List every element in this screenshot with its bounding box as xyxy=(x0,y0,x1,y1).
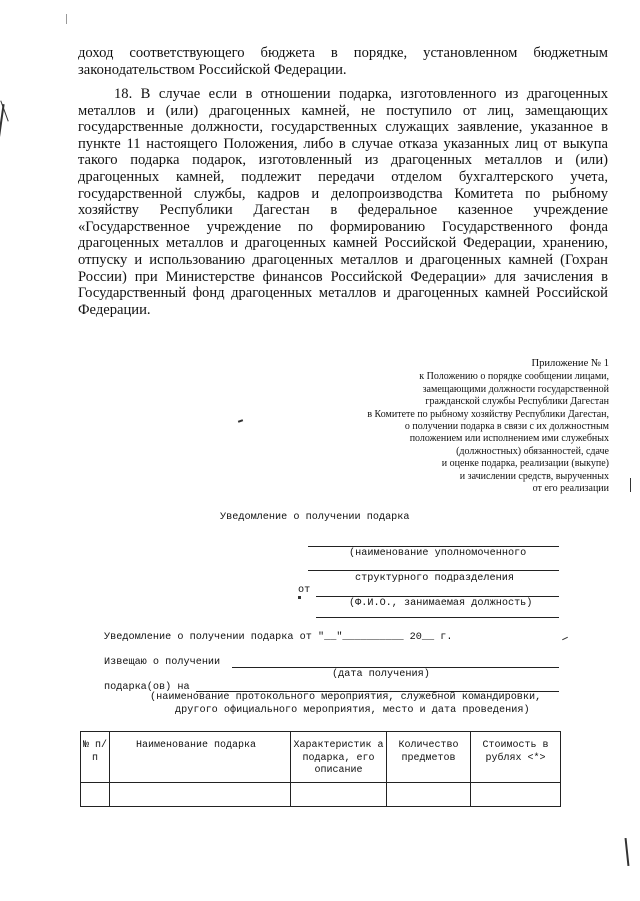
addressee-hint-1: (наименование уполномоченного xyxy=(349,548,527,559)
scan-mark xyxy=(238,419,243,423)
scan-mark xyxy=(298,596,301,599)
inform-label: Извещаю о получении xyxy=(104,657,221,668)
from-line[interactable] xyxy=(316,596,559,597)
header-gift-name: Наименование подарка xyxy=(110,732,291,783)
event-hint-1: (наименование протокольного мероприятия, служебной командировки, xyxy=(150,692,542,703)
table-row xyxy=(81,782,561,806)
table-cell[interactable] xyxy=(387,782,471,806)
gift-label: подарка(ов) на xyxy=(104,682,190,693)
header-number: № п/п xyxy=(81,732,110,783)
appendix-line: гражданской службы Республики Дагестан xyxy=(425,396,609,408)
gift-table xyxy=(80,731,561,807)
notice-line: Уведомление о получении подарка от "__"__________ 20__ г. xyxy=(104,632,453,643)
appendix-line: (должностных) обязанностей, сдаче xyxy=(456,445,609,457)
header-cost: Стоимость в рублях <*> xyxy=(471,732,561,783)
addressee-hint-2: структурного подразделения xyxy=(355,573,514,584)
appendix-title: Приложение № 1 xyxy=(531,358,609,369)
paragraph-18: 18. В случае если в отношении подарка, изготовленного из драгоценных металлов и (или) драгоценных камней, не поступило от лиц, замещающих государственные должности, государственных служащих заявление, указанное в пункте 11 настоящего Положения, либо в случае отказа указанных лиц от выкупа такого подарка подарок, изготовленный из драгоценных металлов и (или) драгоценных камней, подлежит передачи отделом бухгалтерского учета, государственной службы, кадров и делопроизводства Комитета по рыбному хозяйству Республики Дагестан в федеральное казенное учреждение «Государственное учреждение по формированию Государственного фонда драгоценных металлов и драгоценных камней Российской Федерации, хранению, отпуску и использованию драгоценных металлов и драгоценных камней (Гохран России) при Министерстве финансов Российской Федерации» для зачисления в Государственный фонд драгоценных металлов и драгоценных камней Российской Федерации. xyxy=(78,86,608,318)
appendix-line: и зачислении средств, вырученных xyxy=(459,470,609,482)
from-label: от xyxy=(298,585,311,596)
form-title: Уведомление о получении подарка xyxy=(220,512,410,523)
table-cell[interactable] xyxy=(81,782,110,806)
from-line-2[interactable] xyxy=(316,617,559,618)
appendix-line: положением или исполнением ими служебных xyxy=(409,433,609,445)
scan-mark xyxy=(66,14,67,24)
appendix-line: в Комитете по рыбному хозяйству Республики Дагестан, xyxy=(367,408,609,420)
scan-mark xyxy=(630,478,631,492)
appendix-line: к Положению о порядке сообщении лицами, xyxy=(419,371,609,383)
event-hint-2: другого официального мероприятия, место и дата проведения) xyxy=(175,705,530,716)
table-cell[interactable] xyxy=(291,782,387,806)
appendix-block xyxy=(289,358,609,495)
scan-mark xyxy=(625,838,630,866)
from-hint: (Ф.И.О., занимаемая должность) xyxy=(349,598,533,609)
scan-mark xyxy=(562,637,568,640)
appendix-line: от его реализации xyxy=(532,483,609,495)
paragraph-budget: доход соответствующего бюджета в порядке, установленном бюджетным законодательством Российской Федерации. xyxy=(78,45,608,78)
addressee-line-1[interactable] xyxy=(308,546,559,547)
addressee-line-2[interactable] xyxy=(308,570,559,571)
table-cell[interactable] xyxy=(110,782,291,806)
date-received-line[interactable] xyxy=(232,667,559,668)
date-hint: (дата получения) xyxy=(332,669,430,680)
appendix-line: о получении подарка в связи с их должностным xyxy=(404,421,609,433)
appendix-line: замещающими должности государственной xyxy=(422,383,609,395)
table-cell[interactable] xyxy=(471,782,561,806)
appendix-line: и оценке подарка, реализации (выкупе) xyxy=(441,458,609,470)
header-description: Характеристик а подарка, его описание xyxy=(291,732,387,783)
table-header-row xyxy=(81,732,561,783)
header-quantity: Количество предметов xyxy=(387,732,471,783)
